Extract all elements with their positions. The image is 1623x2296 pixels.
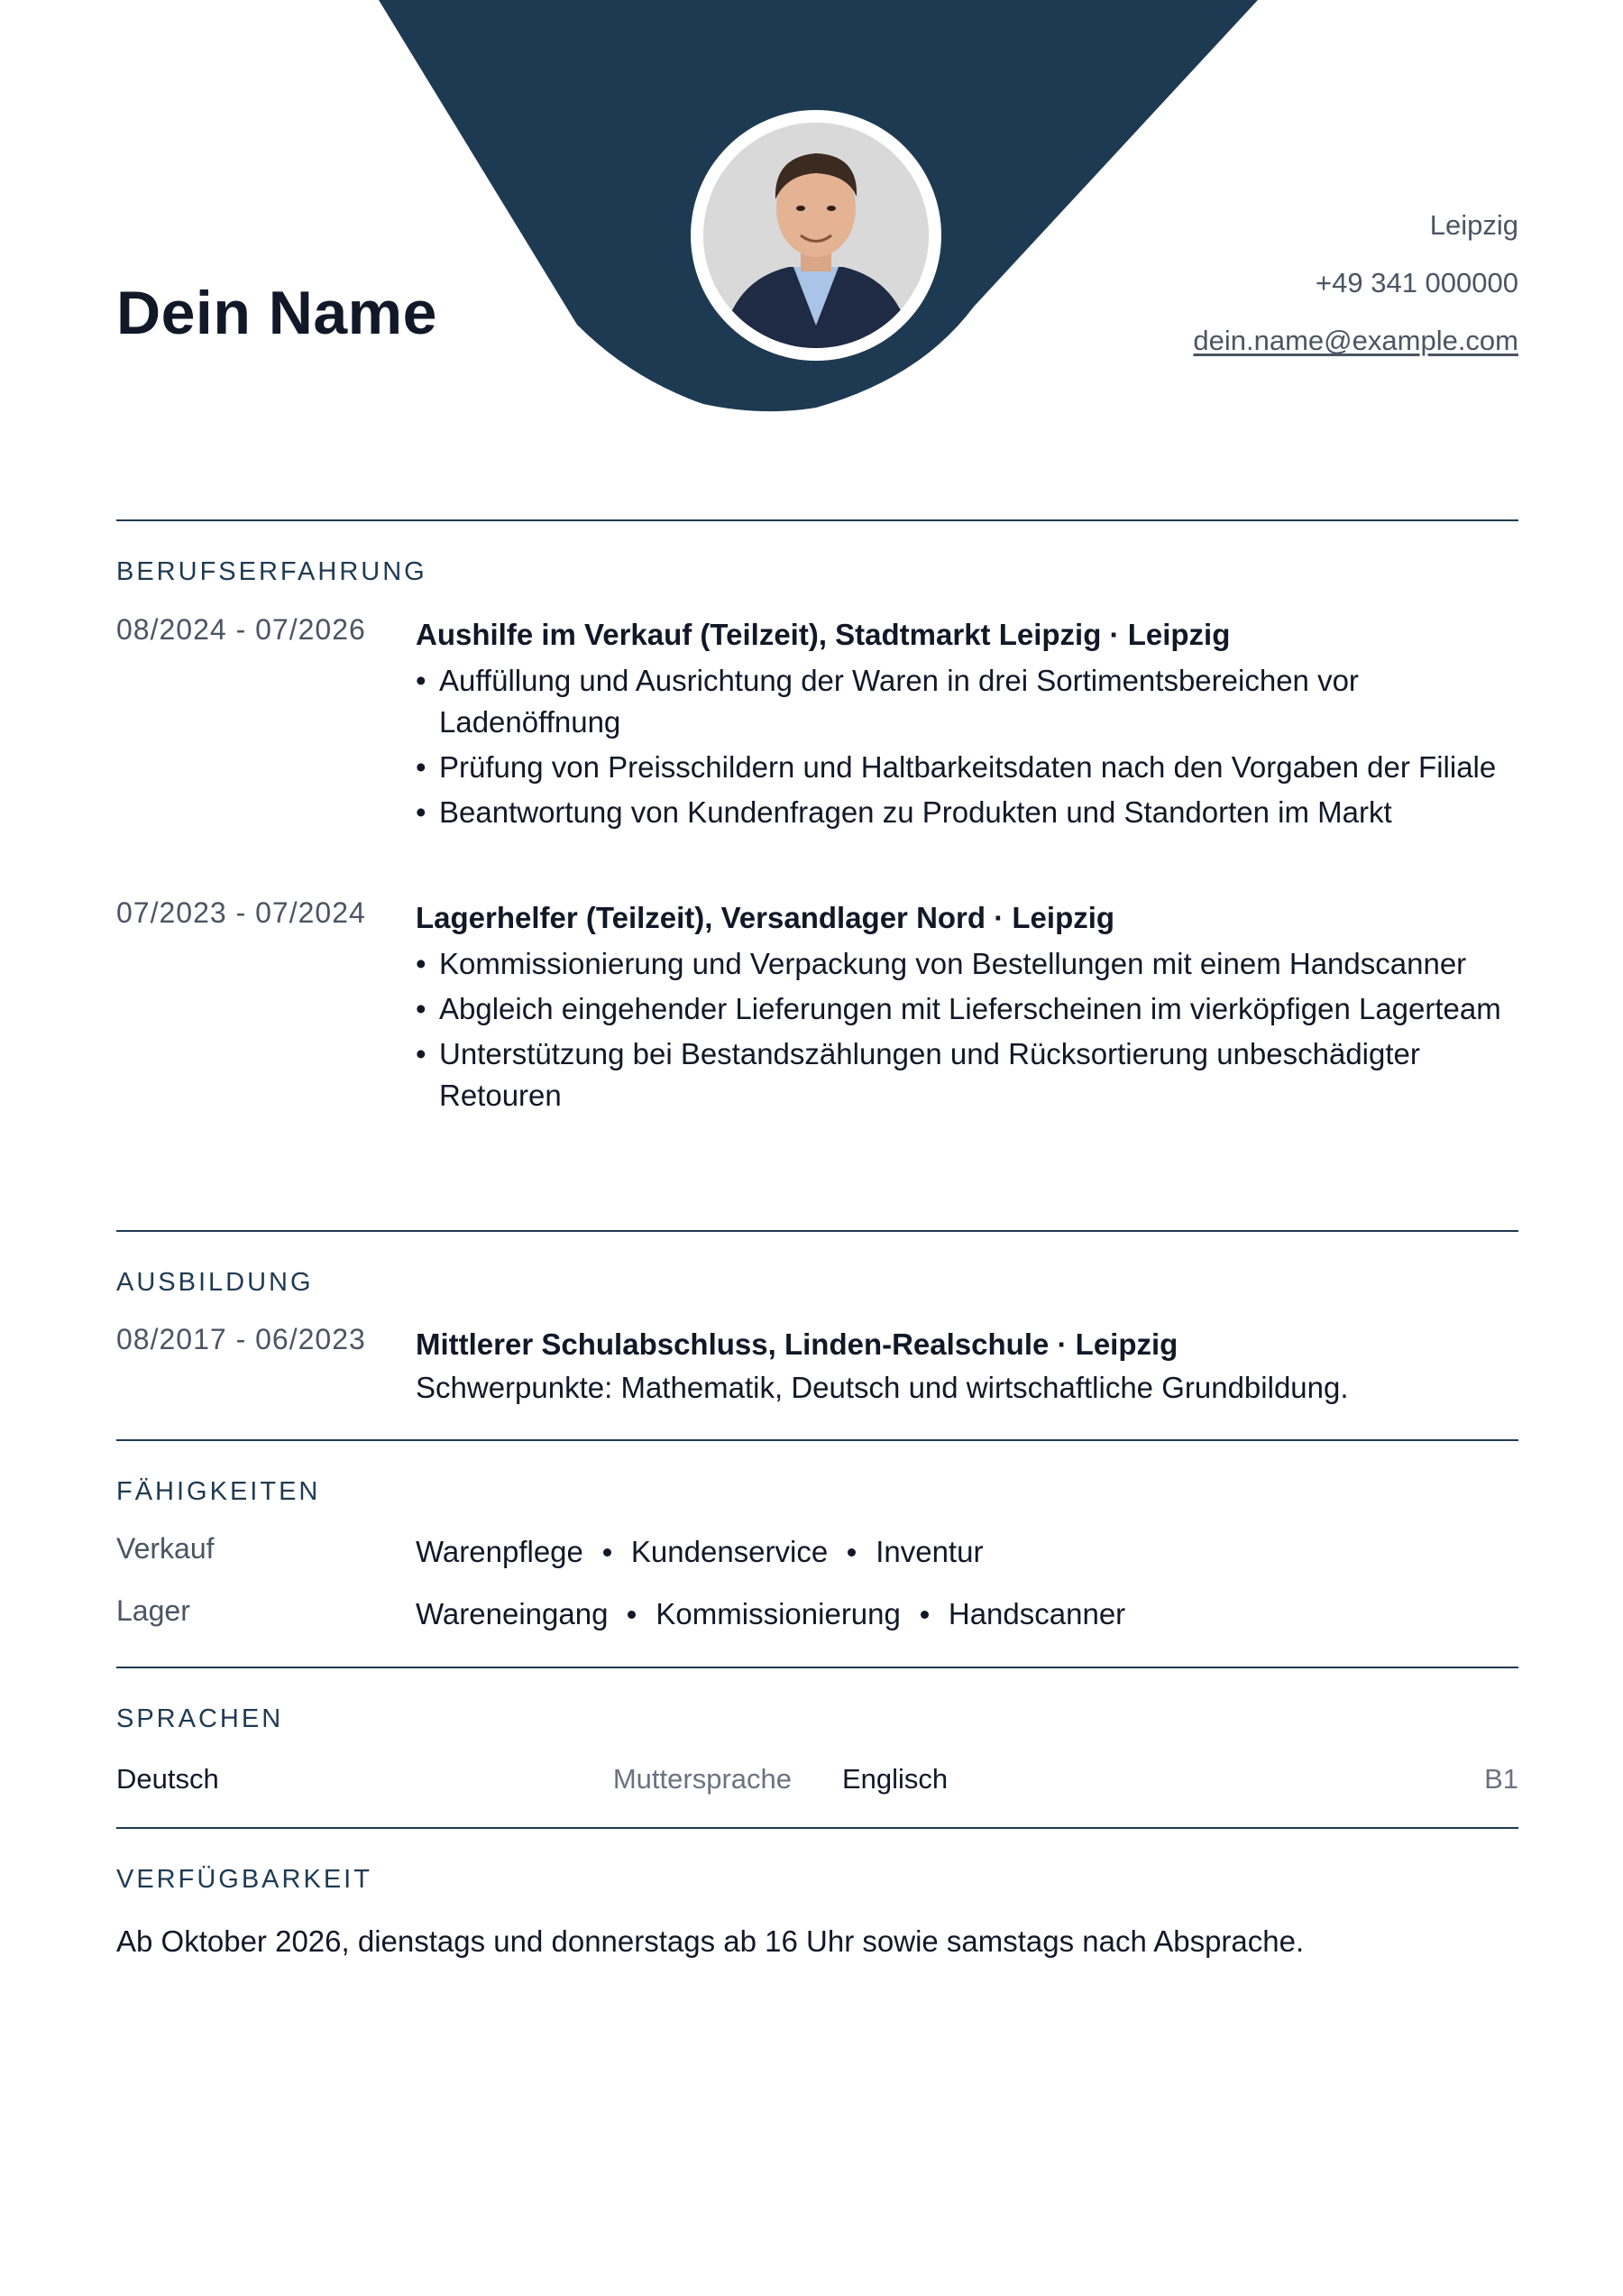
- separator-dot-icon: [848, 1548, 856, 1557]
- experience-bullet: • Prüfung von Preisschildern und Haltbarkeitsdaten nach den Vorgaben der Filiale: [416, 747, 1525, 788]
- skill-list: [416, 1535, 983, 1569]
- candidate-name: Dein Name: [116, 279, 437, 347]
- experience-bullet: • Kommissionierung und Verpackung von Bestellungen mit einem Handscanner: [416, 943, 1525, 985]
- separator-dot-icon: [628, 1611, 636, 1619]
- skill-item: Wareneingang: [416, 1597, 609, 1630]
- experience-bullet: • Abgleich eingehender Lieferungen mit Lieferscheinen im vierköpfigen Lagerteam: [416, 988, 1525, 1030]
- language-level: B1: [1484, 1763, 1518, 1795]
- section-title-skills: FÄHIGKEITEN: [116, 1477, 321, 1506]
- experience-bullet: • Unterstützung bei Bestandszählungen und Rücksortierung unbeschädigter Retouren: [416, 1033, 1525, 1116]
- skill-item: Inventur: [876, 1535, 984, 1568]
- profile-photo-illustration: [703, 123, 929, 348]
- section-divider: [116, 1667, 1518, 1668]
- separator-dot-icon: [603, 1548, 611, 1557]
- section-divider: [116, 1230, 1518, 1232]
- section-title-availability: VERFÜGBARKEIT: [116, 1865, 372, 1894]
- profile-photo: [703, 123, 929, 348]
- availability-text: Ab Oktober 2026, dienstags und donnerstags ab 16 Uhr sowie samstags nach Absprache.: [116, 1924, 1305, 1958]
- experience-title: Lagerhelfer (Teilzeit), Versandlager Nord · Leipzig: [416, 901, 1115, 934]
- experience-bullet: • Beantwortung von Kundenfragen zu Produkten und Standorten im Markt: [416, 792, 1525, 833]
- education-date: 08/2017 - 06/2023: [116, 1323, 366, 1355]
- contact-block: [1013, 206, 1518, 379]
- section-title-languages: SPRACHEN: [116, 1704, 284, 1733]
- skill-category: Lager: [116, 1594, 190, 1627]
- language-name: Deutsch: [116, 1763, 219, 1795]
- section-title-experience: BERUFSERFAHRUNG: [116, 557, 427, 586]
- skill-category: Verkauf: [116, 1532, 215, 1565]
- language-name: Englisch: [842, 1763, 949, 1795]
- experience-date: 07/2023 - 07/2024: [116, 896, 366, 929]
- contact-email-link[interactable]: dein.name@example.com: [1193, 325, 1518, 356]
- section-title-education: AUSBILDUNG: [116, 1268, 314, 1297]
- experience-bullet: • Auffüllung und Ausrichtung der Waren in drei Sortimentsbereichen vor Ladenöffnung: [416, 660, 1525, 743]
- experience-bullets: [416, 660, 1525, 833]
- skill-item: Kundenservice: [630, 1535, 829, 1568]
- section-divider: [116, 1439, 1518, 1441]
- experience-date: 08/2024 - 07/2026: [116, 613, 366, 646]
- education-title: Mittlerer Schulabschluss, Linden-Realschule · Leipzig: [416, 1327, 1178, 1361]
- separator-dot-icon: [921, 1611, 929, 1619]
- section-divider: [116, 519, 1518, 521]
- section-divider: [116, 1827, 1518, 1829]
- experience-entry: [416, 613, 1525, 837]
- education-description: Schwerpunkte: Mathematik, Deutsch und wirtschaftliche Grundbildung.: [416, 1371, 1349, 1404]
- contact-phone: +49 341 000000: [1316, 267, 1518, 298]
- experience-entry: [416, 896, 1525, 1120]
- skill-list: [416, 1597, 1125, 1631]
- contact-city: Leipzig: [1429, 209, 1518, 241]
- education-entry: [416, 1323, 1525, 1410]
- skill-item: Kommissionierung: [656, 1597, 901, 1630]
- experience-bullets: [416, 943, 1525, 1116]
- skill-item: Warenpflege: [416, 1535, 583, 1568]
- language-level: Muttersprache: [612, 1763, 792, 1795]
- experience-title: Aushilfe im Verkauf (Teilzeit), Stadtmarkt Leipzig · Leipzig: [416, 618, 1231, 651]
- skill-item: Handscanner: [948, 1597, 1126, 1630]
